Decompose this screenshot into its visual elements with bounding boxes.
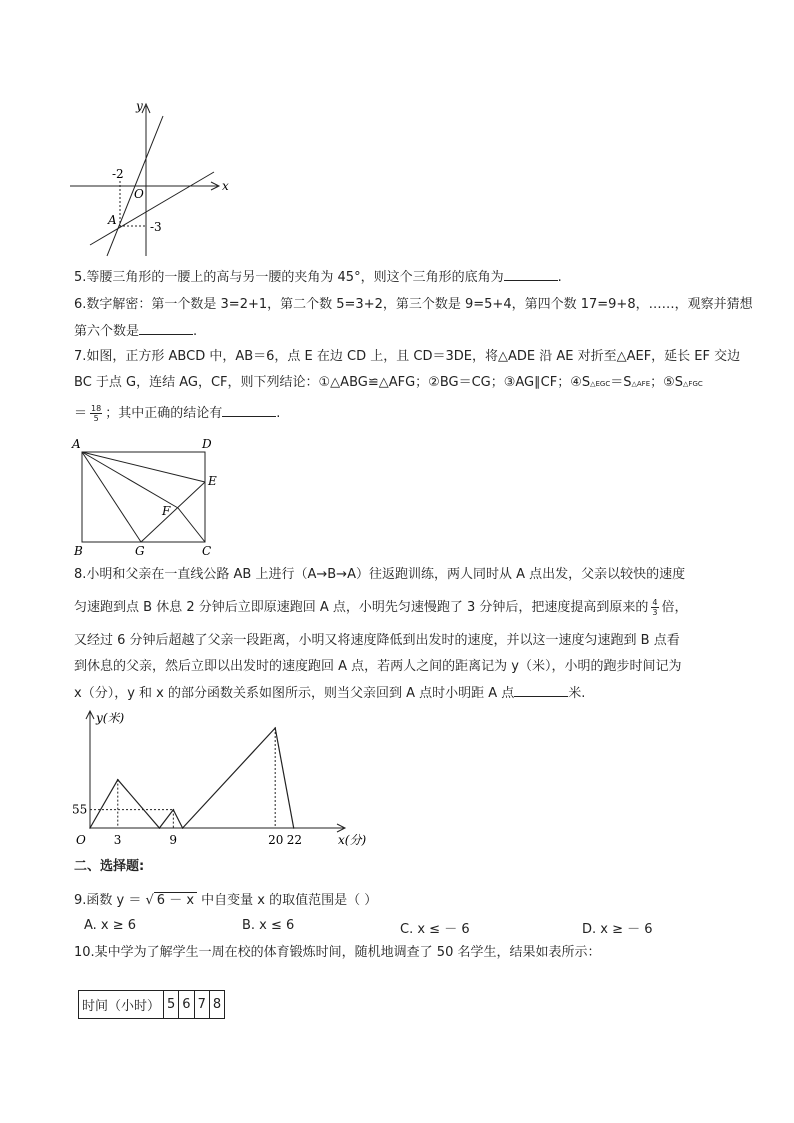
q8-line5-a: x（分），y 和 x 的部分函数关系如图所示，则当父亲回到 A 点时小明距 A 点 bbox=[74, 686, 515, 701]
q7-sub-fgc: △FGC bbox=[683, 380, 703, 388]
q9-post: 中自变量 x 的取值范围是（ ） bbox=[197, 893, 378, 908]
chart-point bbox=[182, 827, 184, 829]
shallow-line bbox=[90, 172, 214, 245]
question-10 bbox=[74, 944, 600, 962]
segment-ag bbox=[82, 452, 141, 542]
q7-line3-b: ；其中正确的结论有 bbox=[105, 406, 223, 421]
q8-line2-a: 匀速跑到点 B 休息 2 分钟后立即原速跑回 A 点，小明先匀速慢跑了 3 分钟后，把速度提高到原来的 bbox=[74, 600, 649, 615]
q7-line2-a: BC 于点 G，连结 AG，CF，则下列结论：①△ABG≌△AFG；②BG＝CG；③AG∥CF；④S bbox=[74, 375, 591, 390]
q7-line1: 7.如图，正方形 ABCD 中，AB＝6，点 E 在边 CD 上，且 CD＝3DE，将△ADE 沿 AE 对折至△AEF，延长 EF 交边 bbox=[74, 349, 741, 364]
graph-tick-y: -3 bbox=[150, 220, 162, 234]
q5-answer-blank[interactable] bbox=[504, 268, 558, 281]
chart-origin-label: O bbox=[76, 833, 86, 847]
question-6-line-2 bbox=[74, 322, 197, 341]
q8-line4: 到休息的父亲，然后立即以出发时的速度跑回 A 点，若两人之间的距离记为 y（米），小明的跑步时间记为 bbox=[74, 659, 682, 674]
question-6-line-1 bbox=[74, 296, 753, 314]
graph-tick-x: -2 bbox=[112, 167, 124, 181]
graph-point-a-label: A bbox=[108, 213, 117, 227]
time-table bbox=[78, 990, 225, 1019]
q8-line3: 又经过 6 分钟后超越了父亲一段距离，小明又将速度降低到出发时的速度，并以这一速度匀速跑到 B 点看 bbox=[74, 633, 680, 648]
q6-line2: 第六个数是 bbox=[74, 324, 140, 339]
segment-ae bbox=[82, 452, 205, 482]
chart-y-label: y(米) bbox=[96, 711, 125, 725]
q7-end: . bbox=[276, 406, 281, 421]
question-8-line-1 bbox=[74, 566, 685, 584]
question-7-line-1 bbox=[74, 348, 740, 366]
segment-eg bbox=[141, 482, 205, 542]
label-b: B bbox=[74, 544, 83, 558]
table-cell: 7 bbox=[194, 991, 209, 1019]
q6-end: . bbox=[193, 324, 198, 339]
q7-answer-blank[interactable] bbox=[222, 404, 276, 417]
square-abcd bbox=[82, 452, 205, 542]
q9-option-a[interactable] bbox=[84, 918, 136, 933]
chart-x-tick-label: 3 bbox=[113, 833, 122, 847]
square-figure bbox=[68, 436, 228, 560]
label-d: D bbox=[202, 437, 212, 451]
section-2-text: 二、选择题: bbox=[74, 859, 145, 874]
table-cell: 5 bbox=[164, 991, 179, 1019]
coordinate-graph bbox=[68, 98, 238, 258]
q7-sub-afe: △AFE bbox=[631, 380, 651, 388]
chart-point bbox=[89, 827, 91, 829]
chart-x-tick-label: 20 bbox=[268, 833, 284, 847]
table-header-cell: 时间（小时） bbox=[79, 991, 164, 1019]
distance-time-chart bbox=[72, 708, 382, 852]
label-e: E bbox=[208, 474, 217, 488]
q9-pre: 9.函数 y ＝ bbox=[74, 893, 146, 908]
question-5 bbox=[74, 268, 562, 287]
question-8-line-3 bbox=[74, 632, 680, 650]
question-8-line-2 bbox=[74, 598, 688, 617]
question-7-line-2 bbox=[74, 374, 703, 393]
q9-option-b-text: B. x ≤ 6 bbox=[242, 918, 295, 933]
label-a: A bbox=[72, 437, 81, 451]
question-8-line-4 bbox=[74, 658, 681, 676]
q9-option-a-text: A. x ≥ 6 bbox=[84, 918, 137, 933]
label-g: G bbox=[135, 544, 145, 558]
q8-frac-num: 4 bbox=[652, 598, 658, 607]
graph-x-label: x bbox=[222, 179, 229, 193]
q9-option-d-text: D. x ≥ － 6 bbox=[582, 922, 653, 937]
section-2-title bbox=[74, 858, 144, 876]
chart-point bbox=[159, 827, 161, 829]
q6-line1: 6.数字解密：第一个数是 3=2+1，第二个数 5=3+2，第三个数是 9=5+4，第四个数 17=9+8，……，观察并猜想 bbox=[74, 297, 753, 312]
q7-frac-den: 5 bbox=[93, 414, 99, 423]
q9-option-d[interactable] bbox=[582, 918, 653, 937]
chart-series-line bbox=[90, 728, 294, 828]
q9-option-b[interactable] bbox=[242, 918, 294, 933]
q8-line2-b: 倍， bbox=[661, 600, 688, 615]
question-7-line-3 bbox=[74, 404, 280, 423]
segment-af bbox=[82, 452, 178, 508]
q8-answer-blank[interactable] bbox=[514, 684, 568, 697]
q9-option-c[interactable] bbox=[400, 918, 470, 937]
chart-y-tick-label: 55 bbox=[72, 802, 88, 817]
q7-line3-a: ＝ bbox=[74, 406, 88, 421]
q9-radicand: 6 － x bbox=[154, 892, 197, 908]
q8-line5-b: 米. bbox=[568, 686, 586, 701]
q8-frac-den: 3 bbox=[652, 608, 658, 617]
q9-option-c-text: C. x ≤ － 6 bbox=[400, 922, 470, 937]
chart-point bbox=[293, 827, 295, 829]
graph-y-label: y bbox=[136, 99, 143, 113]
table-cell: 8 bbox=[209, 991, 224, 1019]
q7-frac-num: 18 bbox=[91, 404, 102, 413]
segment-fc bbox=[178, 508, 205, 542]
chart-x-label: x(分) bbox=[338, 833, 367, 847]
q6-answer-blank[interactable] bbox=[139, 322, 193, 335]
q7-fraction bbox=[90, 404, 102, 423]
q8-fraction bbox=[651, 598, 658, 617]
label-f: F bbox=[162, 504, 171, 518]
q10-text: 10.某中学为了解学生一周在校的体育锻炼时间，随机地调查了 50 名学生，结果如表所示： bbox=[74, 945, 601, 960]
chart-x-tick-label: 22 bbox=[286, 833, 302, 847]
question-9 bbox=[74, 892, 377, 910]
q8-line1: 8.小明和父亲在一直线公路 AB 上进行（A→B→A）往返跑训练，两人同时从 A 点出发，父亲以较快的速度 bbox=[74, 567, 686, 582]
label-c: C bbox=[202, 544, 212, 558]
q5-end: . bbox=[557, 270, 562, 285]
question-8-line-5 bbox=[74, 684, 585, 703]
chart-x-tick-label: 9 bbox=[169, 833, 177, 847]
q7-line2-b: ＝S bbox=[610, 375, 632, 390]
graph-origin-label: O bbox=[134, 187, 144, 201]
q7-sub-egc: △EGC bbox=[590, 380, 611, 388]
q9-radical-sign: √ bbox=[145, 893, 154, 908]
q5-text: 5.等腰三角形的一腰上的高与另一腰的夹角为 45°，则这个三角形的底角为 bbox=[74, 270, 504, 285]
table-cell: 6 bbox=[179, 991, 194, 1019]
table-row bbox=[79, 991, 225, 1019]
q7-line2-c: ；⑤S bbox=[650, 375, 684, 390]
